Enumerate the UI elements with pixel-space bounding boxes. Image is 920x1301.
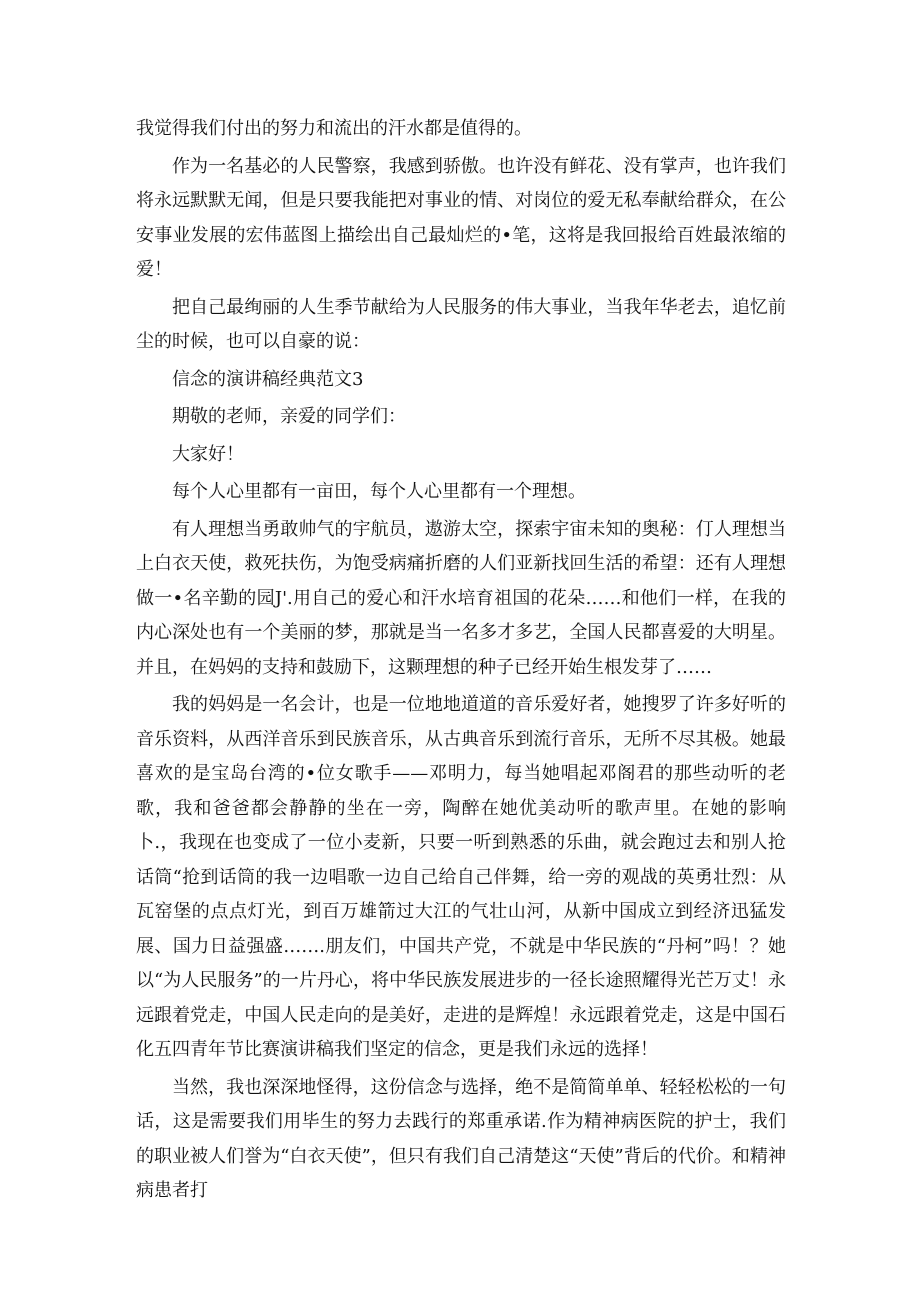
paragraph-8: 有人理想当勇敢帅气的宇航员，遨游太空，探索宇宙未知的奥秘：仃人理想当上白衣天使，救死扶伤，为饱受病痛折磨的人们亚新找回生活的希望：还有人理想做一•名辛勤的园J'.用自己的爱心和汗水培育祖国的花朵……和他们一样，在我的内心深处也有一个美丽的梦，那就是当一名多才多艺，全国人民都喜爱的大明星。并且，在妈妈的支持和鼓励下，这颗理想的种子已经开始生根发芽了…… xyxy=(136,518,786,678)
paragraph-7: 每个人心里都有一亩田，每个人心里都有一个理想。 xyxy=(172,481,586,502)
paragraph-1: 我觉得我们付出的努力和流出的汗水都是值得的。 xyxy=(136,118,532,139)
salutation: 期敬的老师，亲爱的同学们： xyxy=(172,406,406,427)
section-heading: 信念的演讲稿经典范文3 xyxy=(172,368,364,390)
paragraph-9: 我的妈妈是一名会计，也是一位地地道道的音乐爱好者，她搜罗了许多好听的音乐资料，从西洋音乐到民族音乐，从古典音乐到流行音乐，无所不尽其极。她最喜欢的是宝岛台湾的•位女歌手——邓明力，每当她唱起邓阁君的那些动听的老歌，我和爸爸都会静静的坐在一旁，陶醉在她优美动听的歌声里。在她的影响卜.，我现在也变成了一位小麦新，只要一听到熟悉的乐曲，就会跑过去和别人抢话筒“抢到话筒的我一边唱歌一边自己给自己伴舞，给一旁的观战的英勇壮烈：从瓦窑堡的点点灯光，到百万雄箭过大江的气壮山河，从新中国成立到经济迅猛发展、国力日益强盛…….朋友们，中国共产党，不就是中华民族的“丹柯”吗！？她以“为人民服务”的一片丹心，将中华民族发展进步的一径长途照耀得光芒万丈！永远跟着党走，中国人民走向的是美好，走进的是辉煌！永远跟着党走，这是中国石化五四青年节比赛演讲稿我们坚定的信念，更是我们永远的选择！ xyxy=(136,694,786,1060)
paragraph-3: 把自己最绚丽的人生季节献给为人民服务的伟大事业，当我年华老去，追忆前尘的时候，也可以自豪的说： xyxy=(136,296,786,352)
paragraph-2: 作为一名基必的人民警察，我感到骄傲。也许没有鲜花、没有掌声，也许我们将永远默默无闻，但是只要我能把对事业的情、对岗位的爱无私奉献给群众，在公安事业发展的宏伟蓝图上描绘出自己最灿烂的•笔，这将是我回报给百姓最浓缩的爱！ xyxy=(136,155,786,280)
document-body xyxy=(136,112,786,1212)
greeting: 大家好！ xyxy=(172,443,244,465)
paragraph-10: 当然，我也深深地怪得，这份信念与选择，绝不是简简单单、轻轻松松的一句话，这是需要我们用毕生的努力去践行的郑重承诺.作为精神病医院的护士，我们的职业被人们誉为“白衣天使”，但只有我们自己清楚这“天使”背后的代价。和精神病患者打 xyxy=(136,1076,786,1201)
